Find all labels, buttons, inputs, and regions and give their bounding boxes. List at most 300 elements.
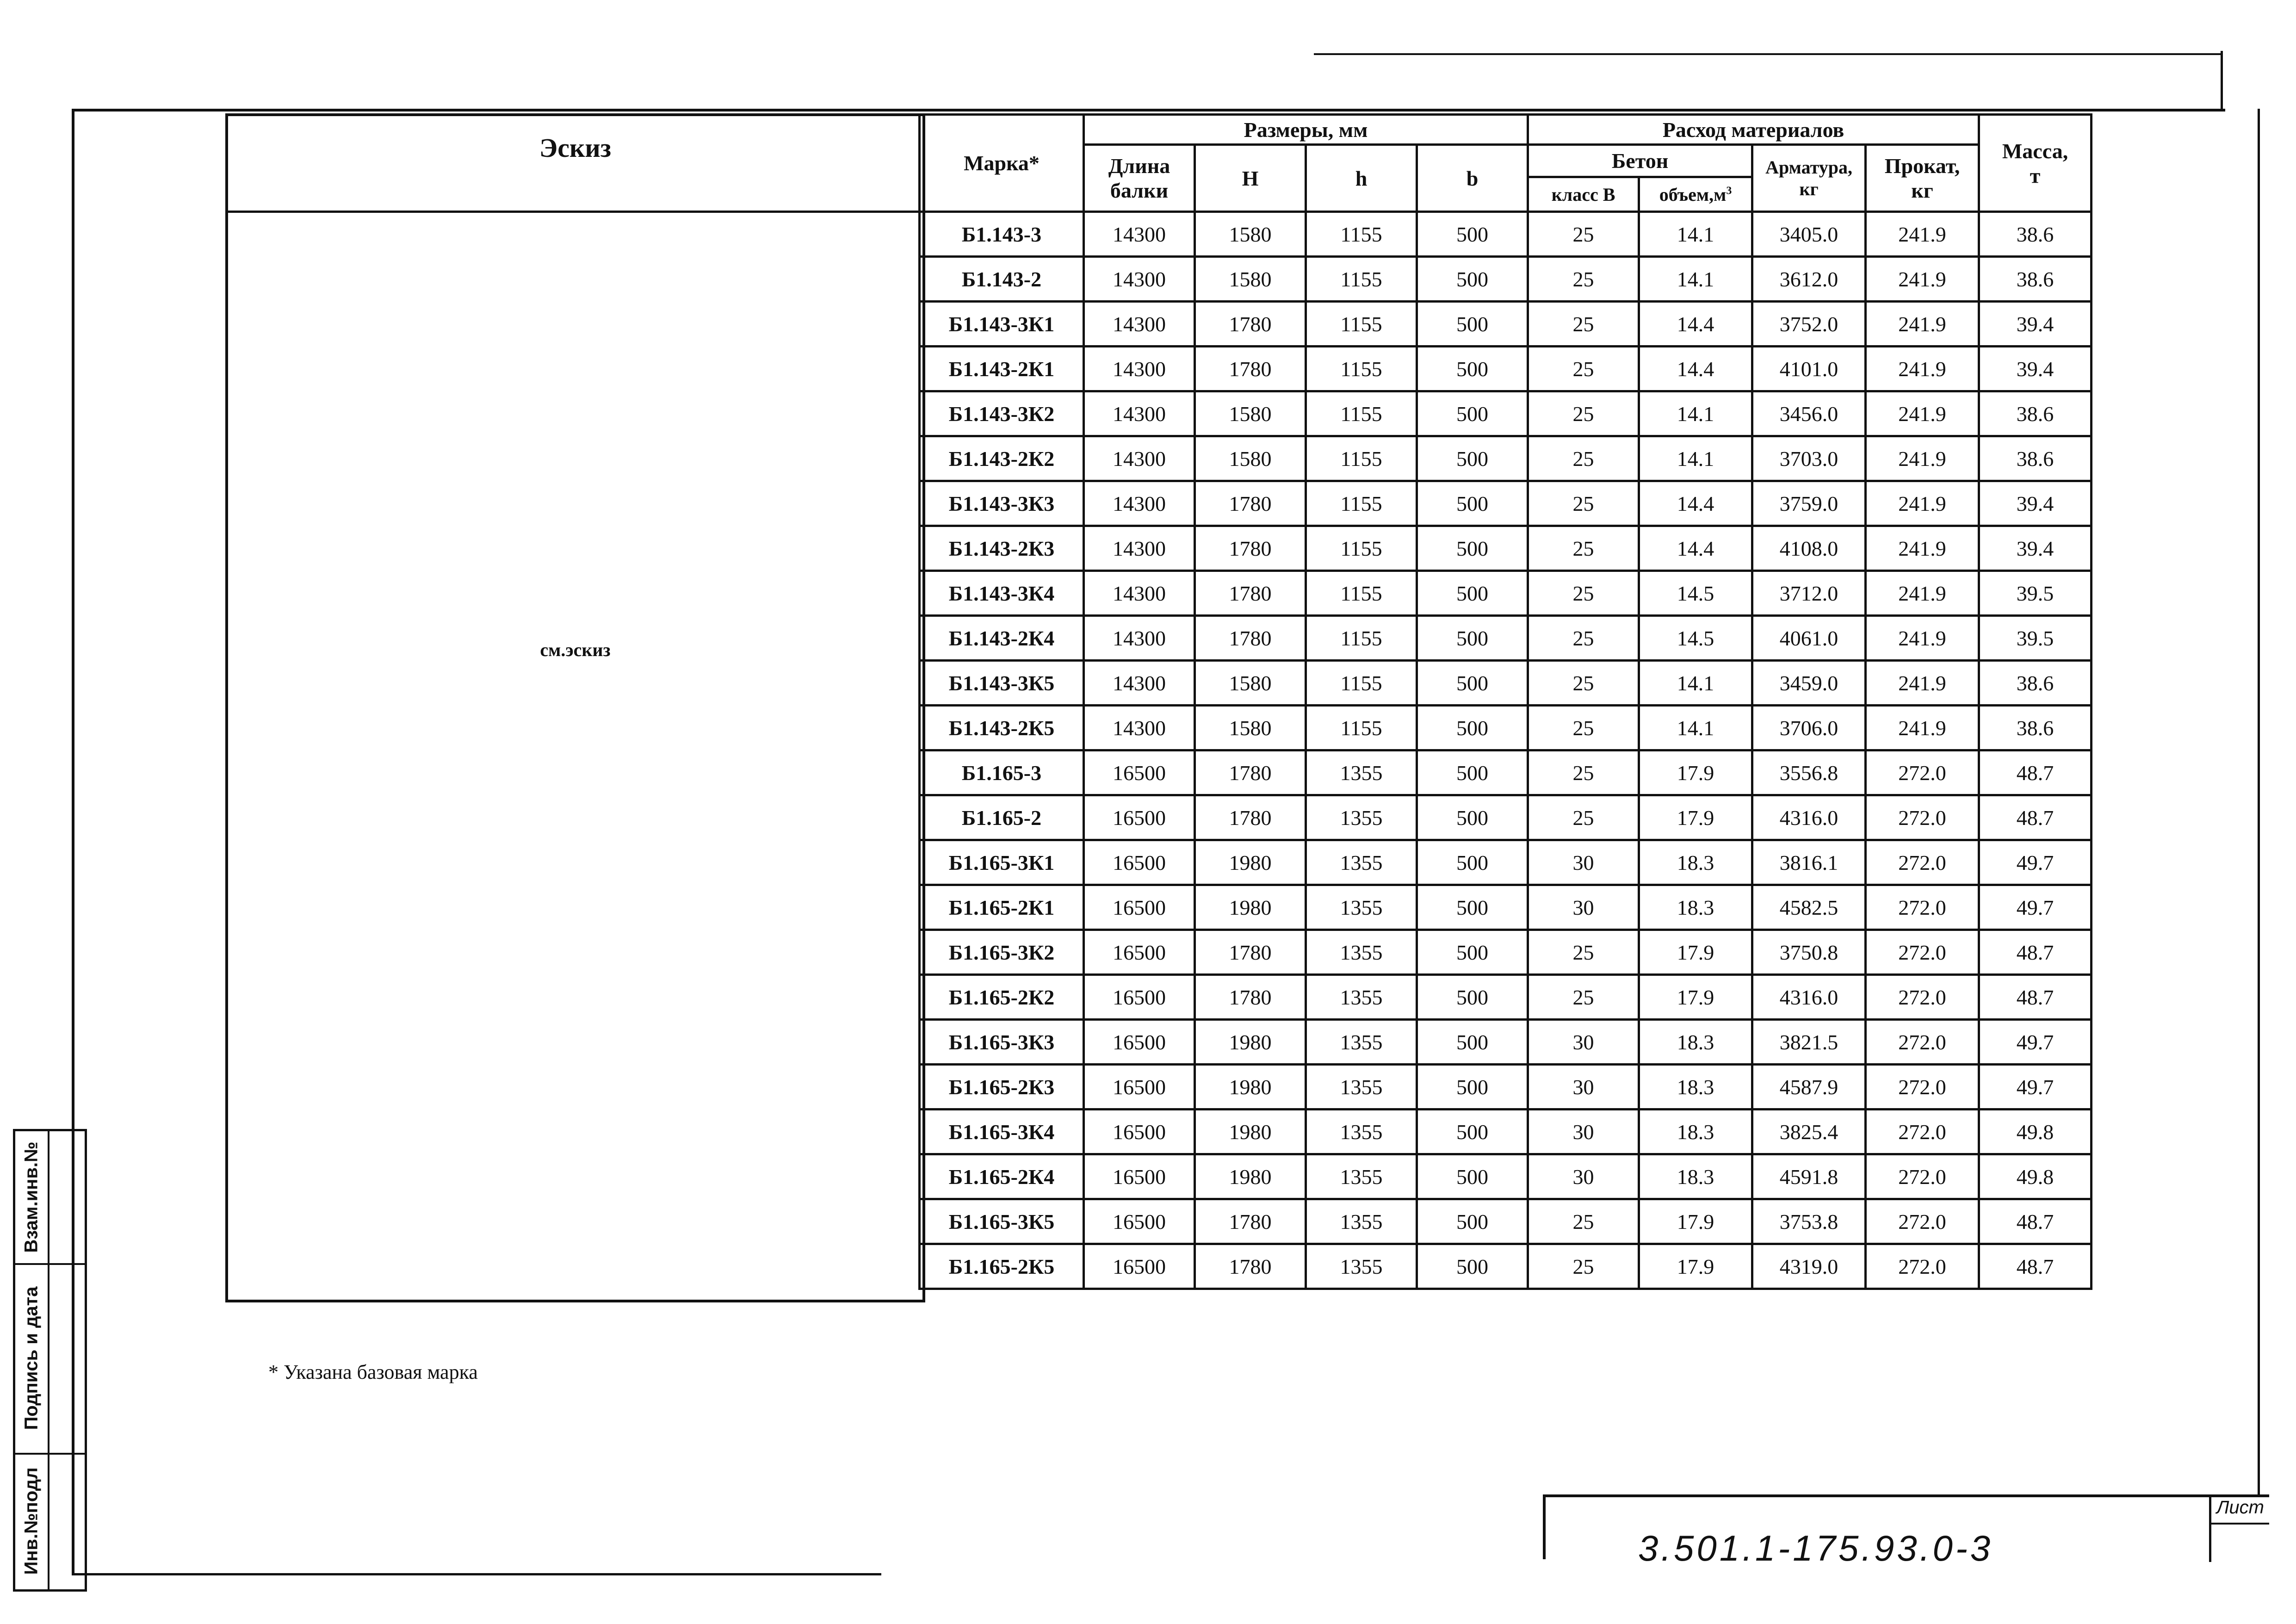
cell-concrete-volume: 18.3 bbox=[1639, 1110, 1752, 1154]
table-row bbox=[920, 1199, 2092, 1244]
cell-concrete-class: 25 bbox=[1528, 706, 1639, 750]
cell-length: 16500 bbox=[1084, 840, 1195, 885]
cell-h: 1155 bbox=[1306, 481, 1417, 526]
cell-rolled: 241.9 bbox=[1866, 347, 1979, 391]
cell-concrete-class: 25 bbox=[1528, 616, 1639, 661]
cell-rolled: 241.9 bbox=[1866, 257, 1979, 302]
cell-mark: Б1.143-2К1 bbox=[920, 347, 1084, 391]
cell-concrete-class: 30 bbox=[1528, 1020, 1639, 1065]
beam-length-header bbox=[1084, 145, 1195, 212]
cell-length: 16500 bbox=[1084, 1154, 1195, 1199]
cell-mass: 48.7 bbox=[1979, 795, 2092, 840]
cell-rebar: 3753.8 bbox=[1752, 1199, 1866, 1244]
cell-mass: 48.7 bbox=[1979, 975, 2092, 1020]
cell-concrete-volume: 14.1 bbox=[1639, 661, 1752, 706]
cell-mass: 39.5 bbox=[1979, 616, 2092, 661]
table-row bbox=[920, 481, 2092, 526]
cell-concrete-volume: 18.3 bbox=[1639, 1154, 1752, 1199]
materials-header: Расход материалов bbox=[1528, 115, 1979, 145]
cell-mark: Б1.143-2К4 bbox=[920, 616, 1084, 661]
cell-rebar: 4061.0 bbox=[1752, 616, 1866, 661]
cell-rebar: 4316.0 bbox=[1752, 975, 1866, 1020]
rolled-header-line2: кг bbox=[1911, 179, 1933, 202]
table-row bbox=[920, 930, 2092, 975]
cell-H: 1780 bbox=[1195, 347, 1306, 391]
cell-concrete-class: 25 bbox=[1528, 347, 1639, 391]
cell-mass: 38.6 bbox=[1979, 436, 2092, 481]
cell-mark: Б1.165-3К5 bbox=[920, 1199, 1084, 1244]
cell-concrete-class: 25 bbox=[1528, 571, 1639, 616]
cell-mark: Б1.165-2К1 bbox=[920, 885, 1084, 930]
b-header: b bbox=[1417, 145, 1528, 212]
cell-h: 1155 bbox=[1306, 571, 1417, 616]
rebar-header bbox=[1752, 145, 1866, 212]
cell-H: 1780 bbox=[1195, 750, 1306, 795]
cell-rebar: 3825.4 bbox=[1752, 1110, 1866, 1154]
cell-mass: 39.4 bbox=[1979, 302, 2092, 347]
cell-length: 14300 bbox=[1084, 257, 1195, 302]
cell-b: 500 bbox=[1417, 1154, 1528, 1199]
cell-b: 500 bbox=[1417, 257, 1528, 302]
cell-h: 1155 bbox=[1306, 661, 1417, 706]
concrete-volume-header bbox=[1639, 177, 1752, 212]
cell-H: 1980 bbox=[1195, 1065, 1306, 1110]
cell-rolled: 241.9 bbox=[1866, 526, 1979, 571]
cell-rolled: 241.9 bbox=[1866, 661, 1979, 706]
frame-right-line-top bbox=[2221, 51, 2223, 111]
cell-H: 1580 bbox=[1195, 661, 1306, 706]
cell-mark: Б1.165-3К2 bbox=[920, 930, 1084, 975]
cell-mark: Б1.165-2К3 bbox=[920, 1065, 1084, 1110]
cell-mark: Б1.143-3К1 bbox=[920, 302, 1084, 347]
cell-h: 1355 bbox=[1306, 930, 1417, 975]
cell-rolled: 241.9 bbox=[1866, 436, 1979, 481]
cell-mass: 49.7 bbox=[1979, 1020, 2092, 1065]
cell-length: 16500 bbox=[1084, 1020, 1195, 1065]
cell-mark: Б1.165-3К4 bbox=[920, 1110, 1084, 1154]
cell-length: 14300 bbox=[1084, 391, 1195, 436]
side-stamp bbox=[13, 1129, 87, 1592]
cell-length: 16500 bbox=[1084, 1110, 1195, 1154]
cell-b: 500 bbox=[1417, 1020, 1528, 1065]
table-row bbox=[920, 257, 2092, 302]
cell-length: 14300 bbox=[1084, 347, 1195, 391]
cell-h: 1155 bbox=[1306, 257, 1417, 302]
cell-H: 1980 bbox=[1195, 1020, 1306, 1065]
cell-mass: 48.7 bbox=[1979, 1199, 2092, 1244]
cell-h: 1155 bbox=[1306, 391, 1417, 436]
cell-b: 500 bbox=[1417, 1244, 1528, 1289]
dimensions-header: Размеры, мм bbox=[1084, 115, 1528, 145]
cell-h: 1155 bbox=[1306, 526, 1417, 571]
cell-mass: 48.7 bbox=[1979, 750, 2092, 795]
cell-rebar: 4582.5 bbox=[1752, 885, 1866, 930]
cell-mass: 38.6 bbox=[1979, 257, 2092, 302]
h-header: h bbox=[1306, 145, 1417, 212]
mass-header-line1: Масса, bbox=[2002, 139, 2068, 163]
cell-b: 500 bbox=[1417, 212, 1528, 257]
cell-length: 14300 bbox=[1084, 212, 1195, 257]
frame-top-right-line bbox=[1314, 53, 2221, 55]
cell-mass: 39.4 bbox=[1979, 481, 2092, 526]
cell-concrete-class: 25 bbox=[1528, 750, 1639, 795]
cell-h: 1155 bbox=[1306, 347, 1417, 391]
cell-H: 1580 bbox=[1195, 436, 1306, 481]
cell-h: 1355 bbox=[1306, 1154, 1417, 1199]
cell-h: 1355 bbox=[1306, 750, 1417, 795]
cell-h: 1355 bbox=[1306, 1244, 1417, 1289]
cell-rolled: 272.0 bbox=[1866, 1065, 1979, 1110]
sheet-label: Лист bbox=[2211, 1497, 2269, 1525]
cell-mark: Б1.165-2К2 bbox=[920, 975, 1084, 1020]
cell-length: 16500 bbox=[1084, 1065, 1195, 1110]
cell-concrete-class: 25 bbox=[1528, 975, 1639, 1020]
cell-mark: Б1.143-3К5 bbox=[920, 661, 1084, 706]
side-stamp-signature-date bbox=[15, 1263, 48, 1453]
footnote: * Указана базовая марка bbox=[268, 1361, 478, 1383]
cell-rebar: 4591.8 bbox=[1752, 1154, 1866, 1199]
header-row-1 bbox=[920, 115, 2092, 145]
cell-mark: Б1.143-2 bbox=[920, 257, 1084, 302]
frame-right-line bbox=[2258, 109, 2260, 1497]
cell-rebar: 3752.0 bbox=[1752, 302, 1866, 347]
table-row bbox=[920, 212, 2092, 257]
cell-concrete-volume: 14.4 bbox=[1639, 302, 1752, 347]
cell-b: 500 bbox=[1417, 706, 1528, 750]
title-block bbox=[1543, 1494, 2269, 1568]
cell-mark: Б1.143-3К2 bbox=[920, 391, 1084, 436]
cell-rebar: 4108.0 bbox=[1752, 526, 1866, 571]
table-row bbox=[920, 795, 2092, 840]
cell-b: 500 bbox=[1417, 661, 1528, 706]
cell-rebar: 3750.8 bbox=[1752, 930, 1866, 975]
cell-b: 500 bbox=[1417, 616, 1528, 661]
cell-rolled: 272.0 bbox=[1866, 795, 1979, 840]
cell-concrete-volume: 14.5 bbox=[1639, 571, 1752, 616]
cell-rolled: 272.0 bbox=[1866, 750, 1979, 795]
cell-b: 500 bbox=[1417, 1065, 1528, 1110]
cell-h: 1155 bbox=[1306, 302, 1417, 347]
sheet-box bbox=[2209, 1497, 2269, 1562]
cell-h: 1155 bbox=[1306, 706, 1417, 750]
cell-rebar: 3706.0 bbox=[1752, 706, 1866, 750]
beam-spec-table bbox=[918, 113, 2092, 1290]
cell-mass: 49.7 bbox=[1979, 840, 2092, 885]
cell-concrete-volume: 14.1 bbox=[1639, 257, 1752, 302]
volume-exponent: 3 bbox=[1726, 185, 1732, 197]
cell-concrete-volume: 17.9 bbox=[1639, 1199, 1752, 1244]
concrete-header: Бетон bbox=[1528, 145, 1752, 177]
table-row bbox=[920, 391, 2092, 436]
cell-concrete-volume: 17.9 bbox=[1639, 1244, 1752, 1289]
cell-b: 500 bbox=[1417, 930, 1528, 975]
cell-mark: Б1.165-2К5 bbox=[920, 1244, 1084, 1289]
cell-concrete-volume: 17.9 bbox=[1639, 930, 1752, 975]
cell-concrete-class: 25 bbox=[1528, 391, 1639, 436]
cell-length: 16500 bbox=[1084, 885, 1195, 930]
sketch-header bbox=[228, 116, 922, 213]
cell-rolled: 241.9 bbox=[1866, 616, 1979, 661]
cell-concrete-class: 25 bbox=[1528, 661, 1639, 706]
cell-mark: Б1.143-3 bbox=[920, 212, 1084, 257]
table-row bbox=[920, 571, 2092, 616]
cell-H: 1580 bbox=[1195, 391, 1306, 436]
cell-H: 1980 bbox=[1195, 840, 1306, 885]
cell-rolled: 272.0 bbox=[1866, 840, 1979, 885]
cell-length: 16500 bbox=[1084, 1244, 1195, 1289]
cell-mark: Б1.143-2К5 bbox=[920, 706, 1084, 750]
cell-b: 500 bbox=[1417, 1199, 1528, 1244]
cell-b: 500 bbox=[1417, 391, 1528, 436]
cell-mass: 49.8 bbox=[1979, 1110, 2092, 1154]
cell-rebar: 3456.0 bbox=[1752, 391, 1866, 436]
cell-length: 14300 bbox=[1084, 571, 1195, 616]
cell-rolled: 272.0 bbox=[1866, 1244, 1979, 1289]
cell-concrete-volume: 17.9 bbox=[1639, 975, 1752, 1020]
table-row bbox=[920, 661, 2092, 706]
mark-header: Марка* bbox=[920, 115, 1084, 212]
cell-length: 16500 bbox=[1084, 1199, 1195, 1244]
cell-concrete-class: 25 bbox=[1528, 302, 1639, 347]
sketch-box bbox=[225, 113, 925, 1302]
document-code: 3.501.1-175.93.0-3 bbox=[1638, 1528, 1993, 1568]
rebar-header-line2: кг bbox=[1799, 179, 1819, 199]
cell-H: 1780 bbox=[1195, 571, 1306, 616]
cell-rolled: 241.9 bbox=[1866, 481, 1979, 526]
cell-h: 1355 bbox=[1306, 795, 1417, 840]
cell-rolled: 241.9 bbox=[1866, 302, 1979, 347]
cell-length: 14300 bbox=[1084, 302, 1195, 347]
table-row bbox=[920, 616, 2092, 661]
cell-concrete-class: 25 bbox=[1528, 1244, 1639, 1289]
cell-concrete-volume: 14.5 bbox=[1639, 616, 1752, 661]
cell-b: 500 bbox=[1417, 840, 1528, 885]
cell-b: 500 bbox=[1417, 750, 1528, 795]
cell-mass: 39.4 bbox=[1979, 526, 2092, 571]
cell-mass: 38.6 bbox=[1979, 212, 2092, 257]
cell-rebar: 3703.0 bbox=[1752, 436, 1866, 481]
cell-mark: Б1.165-3К3 bbox=[920, 1020, 1084, 1065]
table-row bbox=[920, 975, 2092, 1020]
frame-bottom-line bbox=[72, 1573, 881, 1575]
cell-rebar: 3759.0 bbox=[1752, 481, 1866, 526]
cell-rolled: 241.9 bbox=[1866, 706, 1979, 750]
table-row bbox=[920, 885, 2092, 930]
cell-concrete-class: 25 bbox=[1528, 1199, 1639, 1244]
cell-b: 500 bbox=[1417, 347, 1528, 391]
cell-mass: 49.7 bbox=[1979, 885, 2092, 930]
cell-concrete-class: 25 bbox=[1528, 212, 1639, 257]
cell-length: 14300 bbox=[1084, 706, 1195, 750]
table-row bbox=[920, 302, 2092, 347]
cell-concrete-volume: 18.3 bbox=[1639, 885, 1752, 930]
cell-length: 14300 bbox=[1084, 616, 1195, 661]
mass-header bbox=[1979, 115, 2092, 212]
cell-rebar: 3405.0 bbox=[1752, 212, 1866, 257]
cell-rebar: 4316.0 bbox=[1752, 795, 1866, 840]
cell-rebar: 3712.0 bbox=[1752, 571, 1866, 616]
beam-length-line1: Длина bbox=[1108, 154, 1170, 178]
cell-rebar: 4587.9 bbox=[1752, 1065, 1866, 1110]
cell-concrete-class: 25 bbox=[1528, 436, 1639, 481]
table-body bbox=[920, 212, 2092, 1289]
signature-date-label: Подпись и дата bbox=[21, 1286, 42, 1430]
cell-mark: Б1.165-3К1 bbox=[920, 840, 1084, 885]
cell-H: 1780 bbox=[1195, 1244, 1306, 1289]
cell-H: 1980 bbox=[1195, 885, 1306, 930]
cell-mark: Б1.143-2К2 bbox=[920, 436, 1084, 481]
cell-rebar: 3612.0 bbox=[1752, 257, 1866, 302]
rolled-header-line1: Прокат, bbox=[1884, 154, 1960, 178]
table-row bbox=[920, 436, 2092, 481]
cell-H: 1980 bbox=[1195, 1110, 1306, 1154]
cell-b: 500 bbox=[1417, 526, 1528, 571]
table-row bbox=[920, 706, 2092, 750]
cell-H: 1780 bbox=[1195, 526, 1306, 571]
cell-rebar: 3821.5 bbox=[1752, 1020, 1866, 1065]
concrete-volume-label: объем,м bbox=[1659, 184, 1727, 205]
rebar-header-line1: Арматура, bbox=[1765, 157, 1852, 178]
cell-h: 1355 bbox=[1306, 975, 1417, 1020]
cell-rolled: 272.0 bbox=[1866, 930, 1979, 975]
cell-mass: 49.8 bbox=[1979, 1154, 2092, 1199]
cell-concrete-class: 25 bbox=[1528, 526, 1639, 571]
cell-b: 500 bbox=[1417, 481, 1528, 526]
cell-concrete-volume: 14.1 bbox=[1639, 706, 1752, 750]
cell-h: 1355 bbox=[1306, 1110, 1417, 1154]
table-row bbox=[920, 1110, 2092, 1154]
cell-h: 1155 bbox=[1306, 616, 1417, 661]
cell-length: 16500 bbox=[1084, 750, 1195, 795]
cell-mark: Б1.143-3К4 bbox=[920, 571, 1084, 616]
cell-h: 1355 bbox=[1306, 1065, 1417, 1110]
cell-mass: 38.6 bbox=[1979, 661, 2092, 706]
cell-mass: 48.7 bbox=[1979, 930, 2092, 975]
cell-H: 1780 bbox=[1195, 481, 1306, 526]
side-stamp-inv-original bbox=[15, 1453, 48, 1589]
cell-rolled: 272.0 bbox=[1866, 1199, 1979, 1244]
cell-rolled: 272.0 bbox=[1866, 885, 1979, 930]
table-row bbox=[920, 750, 2092, 795]
cell-H: 1580 bbox=[1195, 706, 1306, 750]
table-row bbox=[920, 1154, 2092, 1199]
cell-h: 1155 bbox=[1306, 436, 1417, 481]
cell-concrete-class: 25 bbox=[1528, 795, 1639, 840]
rolled-header bbox=[1866, 145, 1979, 212]
cell-rebar: 3816.1 bbox=[1752, 840, 1866, 885]
cell-b: 500 bbox=[1417, 1110, 1528, 1154]
cell-concrete-volume: 18.3 bbox=[1639, 1020, 1752, 1065]
cell-h: 1355 bbox=[1306, 1199, 1417, 1244]
cell-H: 1580 bbox=[1195, 212, 1306, 257]
cell-length: 16500 bbox=[1084, 975, 1195, 1020]
cell-length: 16500 bbox=[1084, 795, 1195, 840]
cell-concrete-volume: 14.1 bbox=[1639, 436, 1752, 481]
cell-H: 1780 bbox=[1195, 302, 1306, 347]
cell-mass: 48.7 bbox=[1979, 1244, 2092, 1289]
side-stamp-replace-inv bbox=[15, 1131, 48, 1263]
cell-H: 1580 bbox=[1195, 257, 1306, 302]
cell-b: 500 bbox=[1417, 571, 1528, 616]
cell-mark: Б1.165-2 bbox=[920, 795, 1084, 840]
table-row bbox=[920, 1065, 2092, 1110]
cell-concrete-class: 25 bbox=[1528, 930, 1639, 975]
cell-b: 500 bbox=[1417, 975, 1528, 1020]
cell-concrete-class: 30 bbox=[1528, 840, 1639, 885]
frame-top-line bbox=[72, 109, 2225, 112]
cell-b: 500 bbox=[1417, 436, 1528, 481]
cell-rolled: 241.9 bbox=[1866, 391, 1979, 436]
cell-rolled: 241.9 bbox=[1866, 571, 1979, 616]
cell-concrete-volume: 17.9 bbox=[1639, 795, 1752, 840]
cell-mark: Б1.165-3 bbox=[920, 750, 1084, 795]
cell-rebar: 4319.0 bbox=[1752, 1244, 1866, 1289]
cell-mark: Б1.143-3К3 bbox=[920, 481, 1084, 526]
beam-length-line2: балки bbox=[1110, 179, 1169, 202]
cell-h: 1355 bbox=[1306, 1020, 1417, 1065]
cell-rolled: 272.0 bbox=[1866, 975, 1979, 1020]
cell-H: 1780 bbox=[1195, 616, 1306, 661]
cell-concrete-class: 25 bbox=[1528, 481, 1639, 526]
cell-concrete-class: 25 bbox=[1528, 257, 1639, 302]
cell-rebar: 3556.8 bbox=[1752, 750, 1866, 795]
sketch-title: Эскиз bbox=[539, 133, 612, 163]
cell-h: 1355 bbox=[1306, 885, 1417, 930]
cell-rolled: 272.0 bbox=[1866, 1154, 1979, 1199]
cell-mass: 38.6 bbox=[1979, 706, 2092, 750]
cell-concrete-class: 30 bbox=[1528, 1154, 1639, 1199]
cell-b: 500 bbox=[1417, 795, 1528, 840]
cell-concrete-volume: 17.9 bbox=[1639, 750, 1752, 795]
replace-inv-label: Взам.инв.№ bbox=[21, 1141, 42, 1253]
cell-mark: Б1.143-2К3 bbox=[920, 526, 1084, 571]
cell-mass: 39.5 bbox=[1979, 571, 2092, 616]
cell-mark: Б1.165-2К4 bbox=[920, 1154, 1084, 1199]
table-row bbox=[920, 526, 2092, 571]
header-row-2 bbox=[920, 145, 2092, 177]
cell-length: 14300 bbox=[1084, 481, 1195, 526]
cell-concrete-volume: 14.4 bbox=[1639, 481, 1752, 526]
cell-H: 1780 bbox=[1195, 1199, 1306, 1244]
cell-h: 1155 bbox=[1306, 212, 1417, 257]
cell-concrete-class: 30 bbox=[1528, 885, 1639, 930]
cell-concrete-volume: 18.3 bbox=[1639, 1065, 1752, 1110]
table-row bbox=[920, 1020, 2092, 1065]
cell-mass: 38.6 bbox=[1979, 391, 2092, 436]
cell-h: 1355 bbox=[1306, 840, 1417, 885]
cell-length: 14300 bbox=[1084, 436, 1195, 481]
sketch-note: см.эскиз bbox=[540, 639, 611, 660]
cell-rolled: 272.0 bbox=[1866, 1110, 1979, 1154]
table-row bbox=[920, 347, 2092, 391]
mass-header-line2: т bbox=[2030, 163, 2041, 187]
cell-b: 500 bbox=[1417, 302, 1528, 347]
cell-concrete-class: 30 bbox=[1528, 1065, 1639, 1110]
cell-H: 1980 bbox=[1195, 1154, 1306, 1199]
cell-concrete-class: 30 bbox=[1528, 1110, 1639, 1154]
cell-rolled: 241.9 bbox=[1866, 212, 1979, 257]
table-row bbox=[920, 1244, 2092, 1289]
cell-H: 1780 bbox=[1195, 930, 1306, 975]
cell-H: 1780 bbox=[1195, 795, 1306, 840]
cell-concrete-volume: 18.3 bbox=[1639, 840, 1752, 885]
inv-original-label: Инв.№подл bbox=[21, 1467, 42, 1575]
table-row bbox=[920, 840, 2092, 885]
cell-length: 14300 bbox=[1084, 526, 1195, 571]
cell-b: 500 bbox=[1417, 885, 1528, 930]
cell-rebar: 4101.0 bbox=[1752, 347, 1866, 391]
cell-length: 16500 bbox=[1084, 930, 1195, 975]
